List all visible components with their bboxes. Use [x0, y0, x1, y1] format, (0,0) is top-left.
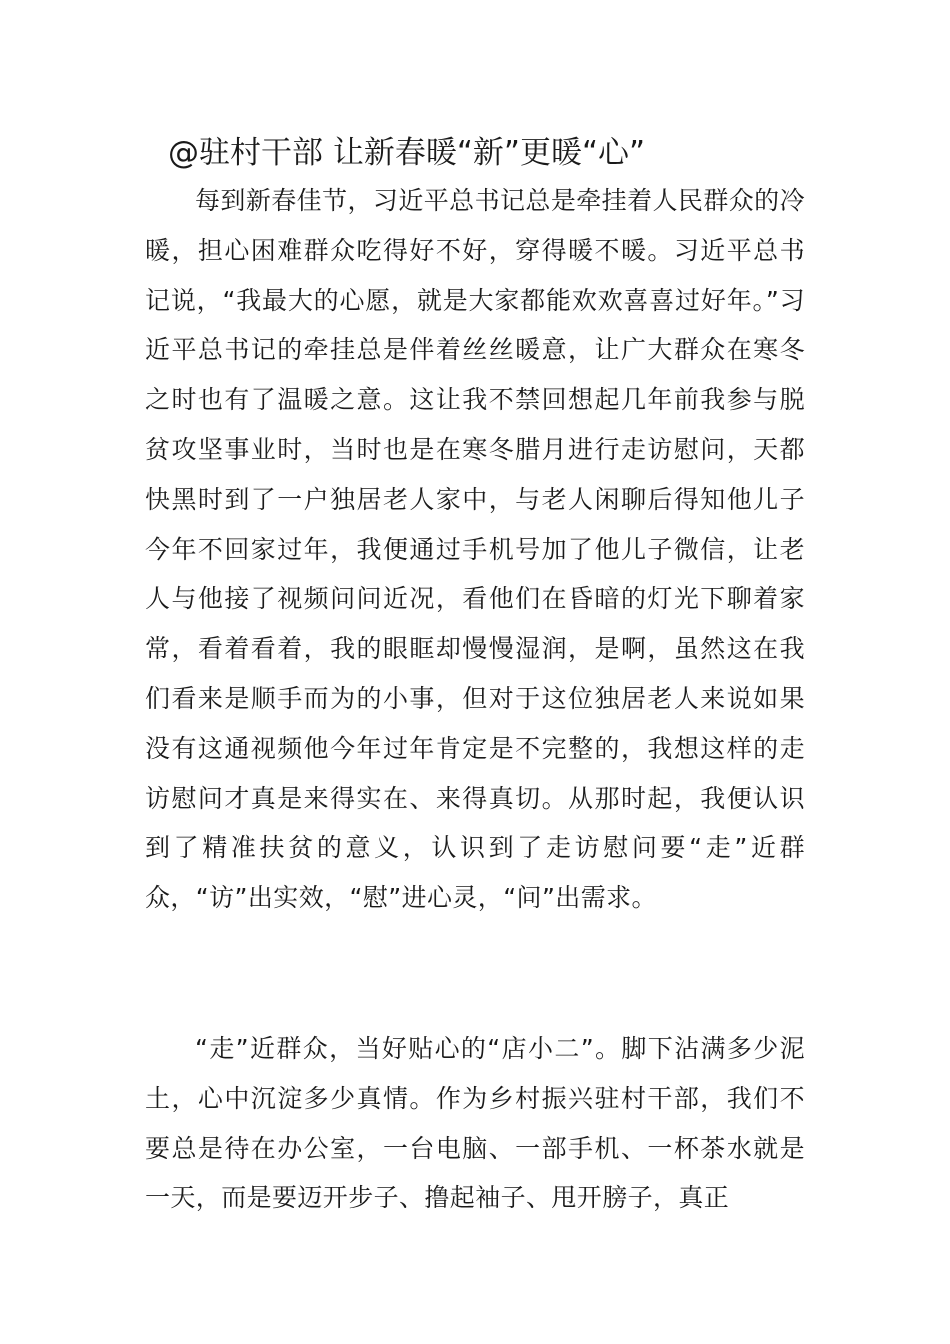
paragraph-1: 每到新春佳节，习近平总书记总是牵挂着人民群众的冷暖，担心困难群众吃得好不好，穿得暖不暖。习近平总书记说，“我最大的心愿，就是大家都能欢欢喜喜过好年。”习近平总书记的牵挂总是伴着丝丝暖意，让广大群众在寒冬之时也有了温暖之意。这让我不禁回想起几年前我参与脱贫攻坚事业时，当时也是在寒冬腊月进行走访慰问，天都快黑时到了一户独居老人家中，与老人闲聊后得知他儿子今年不回家过年，我便通过手机号加了他儿子微信，让老人与他接了视频问问近况，看他们在昏暗的灯光下聊着家常，看着看着，我的眼眶却慢慢湿润，是啊，虽然这在我们看来是顺手而为的小事，但对于这位独居老人来说如果没有这通视频他今年过年肯定是不完整的，我想这样的走访慰问才真是来得实在、来得真切。从那时起，我便认识到了精准扶贫的意义，认识到了走访慰问要“走”近群众，“访”出实效，“慰”进心灵，“问”出需求。 — [145, 186, 805, 913]
paragraph-2: “走”近群众，当好贴心的“店小二”。脚下沾满多少泥土，心中沉淀多少真情。作为乡村振兴驻村干部，我们不要总是待在办公室，一台电脑、一部手机、一杯茶水就是一天，而是要迈开步子、撸起袖子、甩开膀子，真正 — [145, 1034, 805, 1213]
document-title: @驻村干部 让新春暖“新”更暖“心” — [168, 135, 646, 171]
